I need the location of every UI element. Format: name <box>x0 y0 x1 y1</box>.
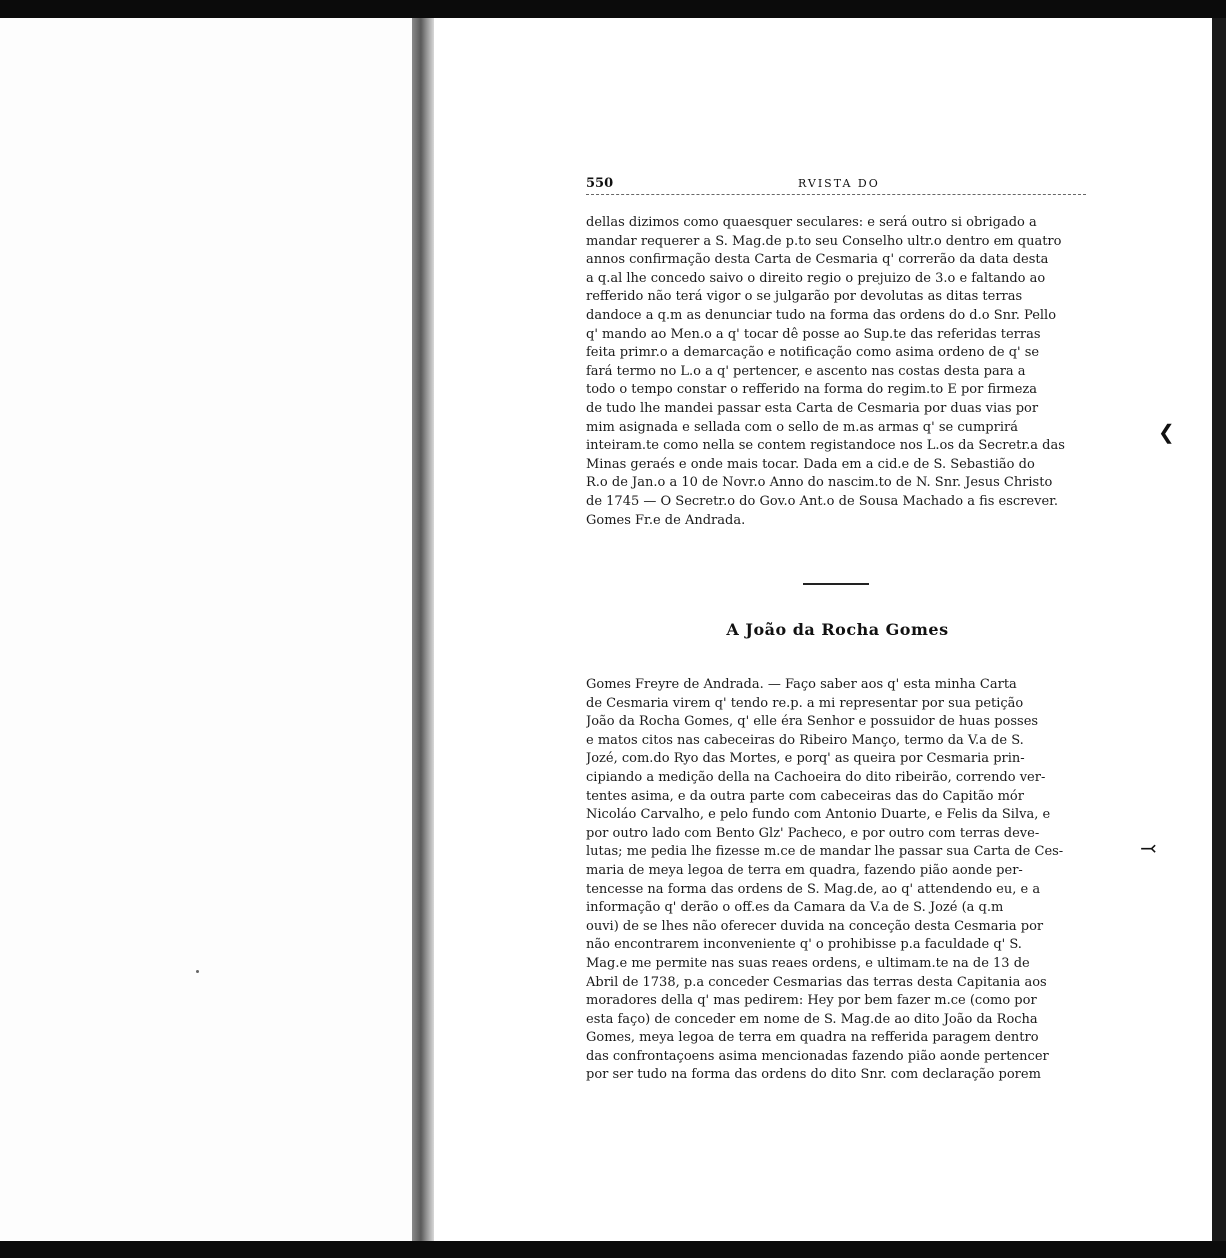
text-line: tencesse na forma das ordens de S. Mag.de, ao q' attendendo eu, e a <box>586 881 1041 897</box>
scan-border-bottom <box>0 1241 1226 1258</box>
text-block-continuation <box>586 214 1089 530</box>
text-line: de 1745 — O Secretr.o do Gov.o Ant.o de Sousa Machado a fis escrever. <box>586 493 1059 509</box>
text-line: Gomes Fr.e de Andrada. <box>586 512 746 528</box>
text-line: João da Rocha Gomes, q' elle éra Senhor e possuidor de huas posses <box>586 714 1039 730</box>
text-line: dellas dizimos como quaesquer seculares: e será outro si obrigado a <box>586 215 1037 230</box>
scan-border-top <box>0 0 1226 18</box>
text-line: fará termo no L.o a q' pertencer, e ascento nas costas desta para a <box>586 363 1026 379</box>
margin-mark: ⤙ <box>1140 836 1157 860</box>
text-line: Gomes Freyre de Andrada. — Faço saber aos q' esta minha Carta <box>586 677 1017 692</box>
text-line: e matos citos nas cabeceiras do Ribeiro Manço, termo da V.a de S. <box>586 732 1024 748</box>
text-line: Jozé, com.do Ryo das Mortes, e porq' as queira por Cesmaria prin- <box>586 751 1025 767</box>
text-line: feita primr.o a demarcação e notificação como asima ordeno de q' se <box>586 345 1040 361</box>
text-line: Minas geraés e onde mais tocar. Dada em a cid.e de S. Sebastião do <box>586 456 1035 472</box>
text-line: Mag.e me permite nas suas reaes ordens, e ultimam.te na de 13 de <box>586 955 1030 971</box>
text-line: de Cesmaria virem q' tendo re.p. a mi representar por sua petição <box>586 695 1024 711</box>
text-line: das confrontaçoens asima mencionadas fazendo pião aonde pertencer <box>586 1048 1049 1064</box>
text-line: esta faço) de conceder em nome de S. Mag.de ao dito João da Rocha <box>586 1011 1038 1027</box>
text-line: informação q' derão o off.es da Camara da V.a de S. Jozé (a q.m <box>586 900 1004 916</box>
margin-mark: ❮ <box>1158 420 1175 444</box>
text-line: mandar requerer a S. Mag.de p.to seu Conselho ultr.o dentro em quatro <box>586 233 1062 249</box>
section-title: A João da Rocha Gomes <box>726 620 949 639</box>
text-line: q' mando ao Men.o a q' tocar dê posse ao Sup.te das referidas terras <box>586 326 1041 342</box>
scan-border-right <box>1212 18 1226 1241</box>
text-line: moradores della q' mas pedirem: Hey por bem fazer m.ce (como por <box>586 993 1037 1009</box>
left-page-blank <box>0 18 412 1241</box>
text-line: não encontrarem inconveniente q' o prohibisse p.a faculdade q' S. <box>586 937 1022 953</box>
text-line: por ser tudo na forma das ordens do dito Snr. com declaração porem <box>586 1067 1041 1083</box>
text-line: Nicoláo Carvalho, e pelo fundo com Antonio Duarte, e Felis da Silva, e <box>586 807 1051 823</box>
running-title: RVISTA DO <box>798 177 880 190</box>
section-separator <box>803 583 869 585</box>
header-rule <box>586 194 1086 195</box>
text-block-grant <box>586 676 1089 1085</box>
book-spine <box>412 18 434 1241</box>
text-line: annos confirmação desta Carta de Cesmaria q' correrão da data desta <box>586 252 1049 268</box>
text-line: tentes asima, e da outra parte com cabeceiras das do Capitão mór <box>586 788 1024 804</box>
text-line: por outro lado com Bento Glz' Pacheco, e por outro com terras deve- <box>586 825 1040 841</box>
text-line: R.o de Jan.o a 10 de Novr.o Anno do nascim.to de N. Snr. Jesus Christo <box>586 475 1053 491</box>
text-line: a q.al lhe concedo saivo o direito regio o prejuizo de 3.o e faltando ao <box>586 270 1046 286</box>
text-line: todo o tempo constar o refferido na forma do regim.to E por firmeza <box>586 382 1037 398</box>
text-line: refferido não terá vigor o se julgarão por devolutas as ditas terras <box>586 289 1023 305</box>
text-line: cipiando a medição della na Cachoeira do dito ribeirão, correndo ver- <box>586 769 1046 785</box>
text-line: dandoce a q.m as denunciar tudo na forma das ordens do d.o Snr. Pello <box>586 307 1057 323</box>
text-line: lutas; me pedia lhe fizesse m.ce de mandar lhe passar sua Carta de Ces- <box>586 844 1064 860</box>
text-line: de tudo lhe mandei passar esta Carta de Cesmaria por duas vias por <box>586 400 1039 416</box>
page-header <box>586 176 1086 194</box>
page-number: 550 <box>586 176 614 191</box>
text-line: maria de meya legoa de terra em quadra, fazendo pião aonde per- <box>586 862 1023 878</box>
text-line: Abril de 1738, p.a conceder Cesmarias das terras desta Capitania aos <box>586 974 1047 990</box>
text-line: Gomes, meya legoa de terra em quadra na refferida paragem dentro <box>586 1030 1039 1046</box>
text-line: mim asignada e sellada com o sello de m.as armas q' se cumprirá <box>586 419 1018 435</box>
text-line: ouvi) de se lhes não oferecer duvida na conceção desta Cesmaria por <box>586 918 1044 934</box>
scan-speck <box>196 970 199 973</box>
text-line: inteiram.te como nella se contem registandoce nos L.os da Secretr.a das <box>586 438 1065 454</box>
